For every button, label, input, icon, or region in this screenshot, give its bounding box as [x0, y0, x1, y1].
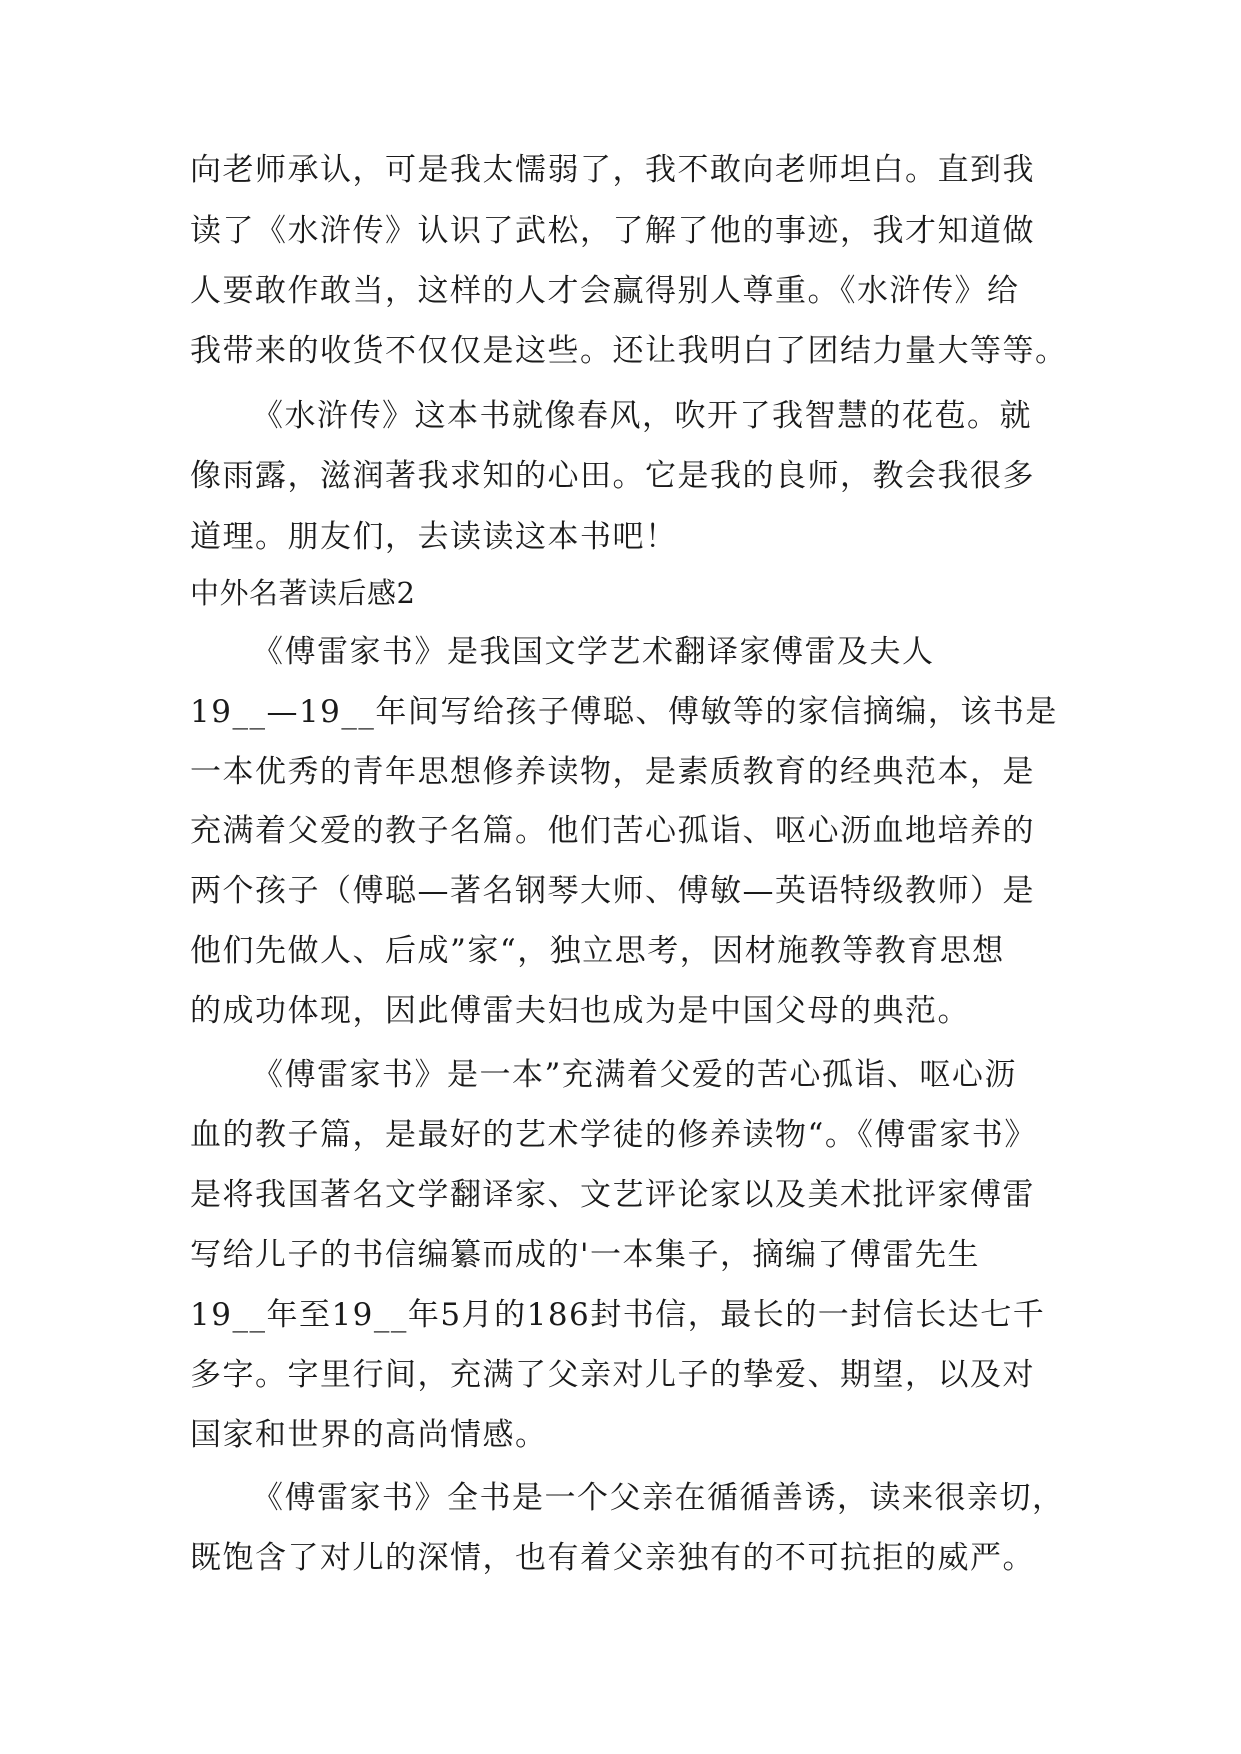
paragraph-line: 是将我国著名文学翻译家、文艺评论家以及美术批评家傅雷 [190, 1177, 1035, 1213]
section-heading: 中外名著读后感2 [190, 576, 416, 610]
paragraph-line: 我带来的收货不仅仅是这些。还让我明白了团结力量大等等。 [190, 333, 1068, 369]
paragraph-line: 国家和世界的高尚情感。 [190, 1417, 548, 1453]
paragraph-line: 一本优秀的青年思想修养读物，是素质教育的经典范本，是 [190, 754, 1035, 790]
paragraph-line: 写给儿子的书信编纂而成的'一本集子，摘编了傅雷先生 [190, 1237, 981, 1273]
paragraph-line: 道理。朋友们，去读读这本书吧！ [190, 519, 678, 555]
paragraph-line: 人要敢作敢当，这样的人才会赢得别人尊重。《水浒传》给 [190, 273, 1020, 309]
paragraph-line: 读了《水浒传》认识了武松，了解了他的事迹，我才知道做 [190, 213, 1035, 249]
paragraph-line: 19__—19__年间写给孩子傅聪、傅敏等的家信摘编，该书是 [190, 694, 1058, 730]
paragraph-line: 多字。字里行间，充满了父亲对儿子的挚爱、期望，以及对 [190, 1357, 1035, 1393]
paragraph-line: 《傅雷家书》是我国文学艺术翻译家傅雷及夫人 [252, 634, 935, 670]
paragraph-line: 像雨露，滋润著我求知的心田。它是我的良师，教会我很多 [190, 458, 1035, 494]
paragraph-line: 19__年至19__年5月的186封书信，最长的一封信长达七千 [190, 1297, 1046, 1333]
paragraph-line: 两个孩子（傅聪—著名钢琴大师、傅敏—英语特级教师）是 [190, 873, 1035, 909]
paragraph-line: 《傅雷家书》是一本”充满着父爱的苦心孤诣、呕心沥 [252, 1057, 1017, 1093]
paragraph-line: 充满着父爱的教子名篇。他们苦心孤诣、呕心沥血地培养的 [190, 813, 1035, 849]
paragraph-line: 向老师承认，可是我太懦弱了，我不敢向老师坦白。直到我 [190, 152, 1035, 188]
paragraph-line: 他们先做人、后成”家“，独立思考，因材施教等教育思想 [190, 933, 1005, 969]
paragraph-line: 血的教子篇，是最好的艺术学徒的修养读物“。《傅雷家书》 [190, 1117, 1037, 1153]
paragraph-line: 既饱含了对儿的深情，也有着父亲独有的不可抗拒的威严。 [190, 1540, 1035, 1576]
paragraph-line: 《傅雷家书》全书是一个父亲在循循善诱，读来很亲切， [252, 1480, 1065, 1516]
paragraph-line: 《水浒传》这本书就像春风，吹开了我智慧的花苞。就 [252, 398, 1032, 434]
paragraph-line: 的成功体现，因此傅雷夫妇也成为是中国父母的典范。 [190, 993, 970, 1029]
